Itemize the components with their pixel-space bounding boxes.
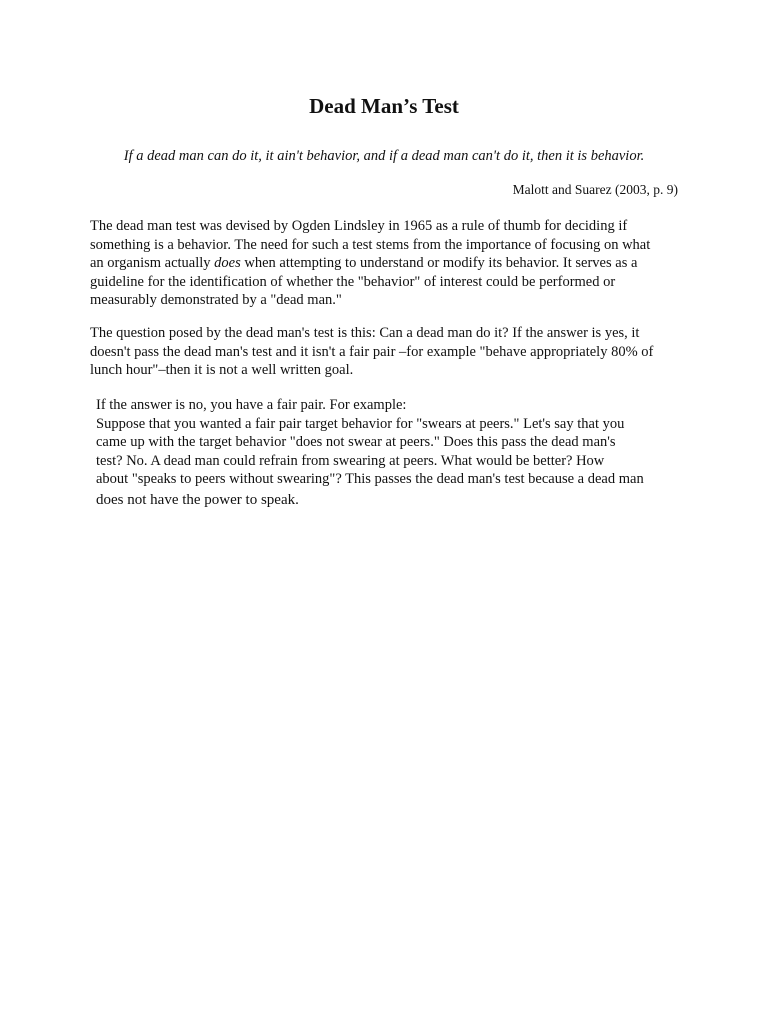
paragraph-line: Suppose that you wanted a fair pair target behavior for "swears at peers." Let's say that you [96,415,625,432]
paragraph-line: test? No. A dead man could refrain from swearing at peers. What would be better? How [96,452,605,469]
epigraph-quote: If a dead man can do it, it ain't behavior, and if a dead man can't do it, then it is behavior. [123,148,645,164]
paragraph-line: The question posed by the dead man's test is this: Can a dead man do it? If the answer is yes, it [90,325,640,341]
paragraph-line: guideline for the identification of whether the "behavior" of interest could be performed or [90,273,616,290]
paragraph-line: came up with the target behavior "does not swear at peers." Does this pass the dead man's [96,434,616,450]
emphasized-word: does [214,255,241,271]
text-segment: when attempting to understand or modify its behavior. It serves as a [240,255,638,271]
document-title: Dead Man’s Test [309,94,459,118]
paragraph-question [90,324,690,380]
paragraph-line: lunch hour"–then it is not a well written goal. [90,362,354,378]
paragraph-line: measurably demonstrated by a "dead man." [90,292,342,308]
paragraph-line: doesn't pass the dead man's test and it isn't a fair pair –for example "behave appropriately 80% of [90,343,654,360]
text-segment: an organism actually [90,255,215,271]
paragraph-example [96,396,696,509]
paragraph-line: If the answer is no, you have a fair pair. For example: [96,397,407,413]
epigraph-citation: Malott and Suarez (2003, p. 9) [512,182,678,197]
paragraph-definition [90,217,690,310]
paragraph-line: does not have the power to speak. [96,491,299,508]
paragraph-line: something is a behavior. The need for such a test stems from the importance of focusing on what [90,236,651,253]
paragraph-line: The dead man test was devised by Ogden Lindsley in 1965 as a rule of thumb for deciding if [90,218,628,234]
paragraph-line [90,254,690,273]
paragraph-line: about "speaks to peers without swearing"? This passes the dead man's test because a dead man [96,471,644,487]
